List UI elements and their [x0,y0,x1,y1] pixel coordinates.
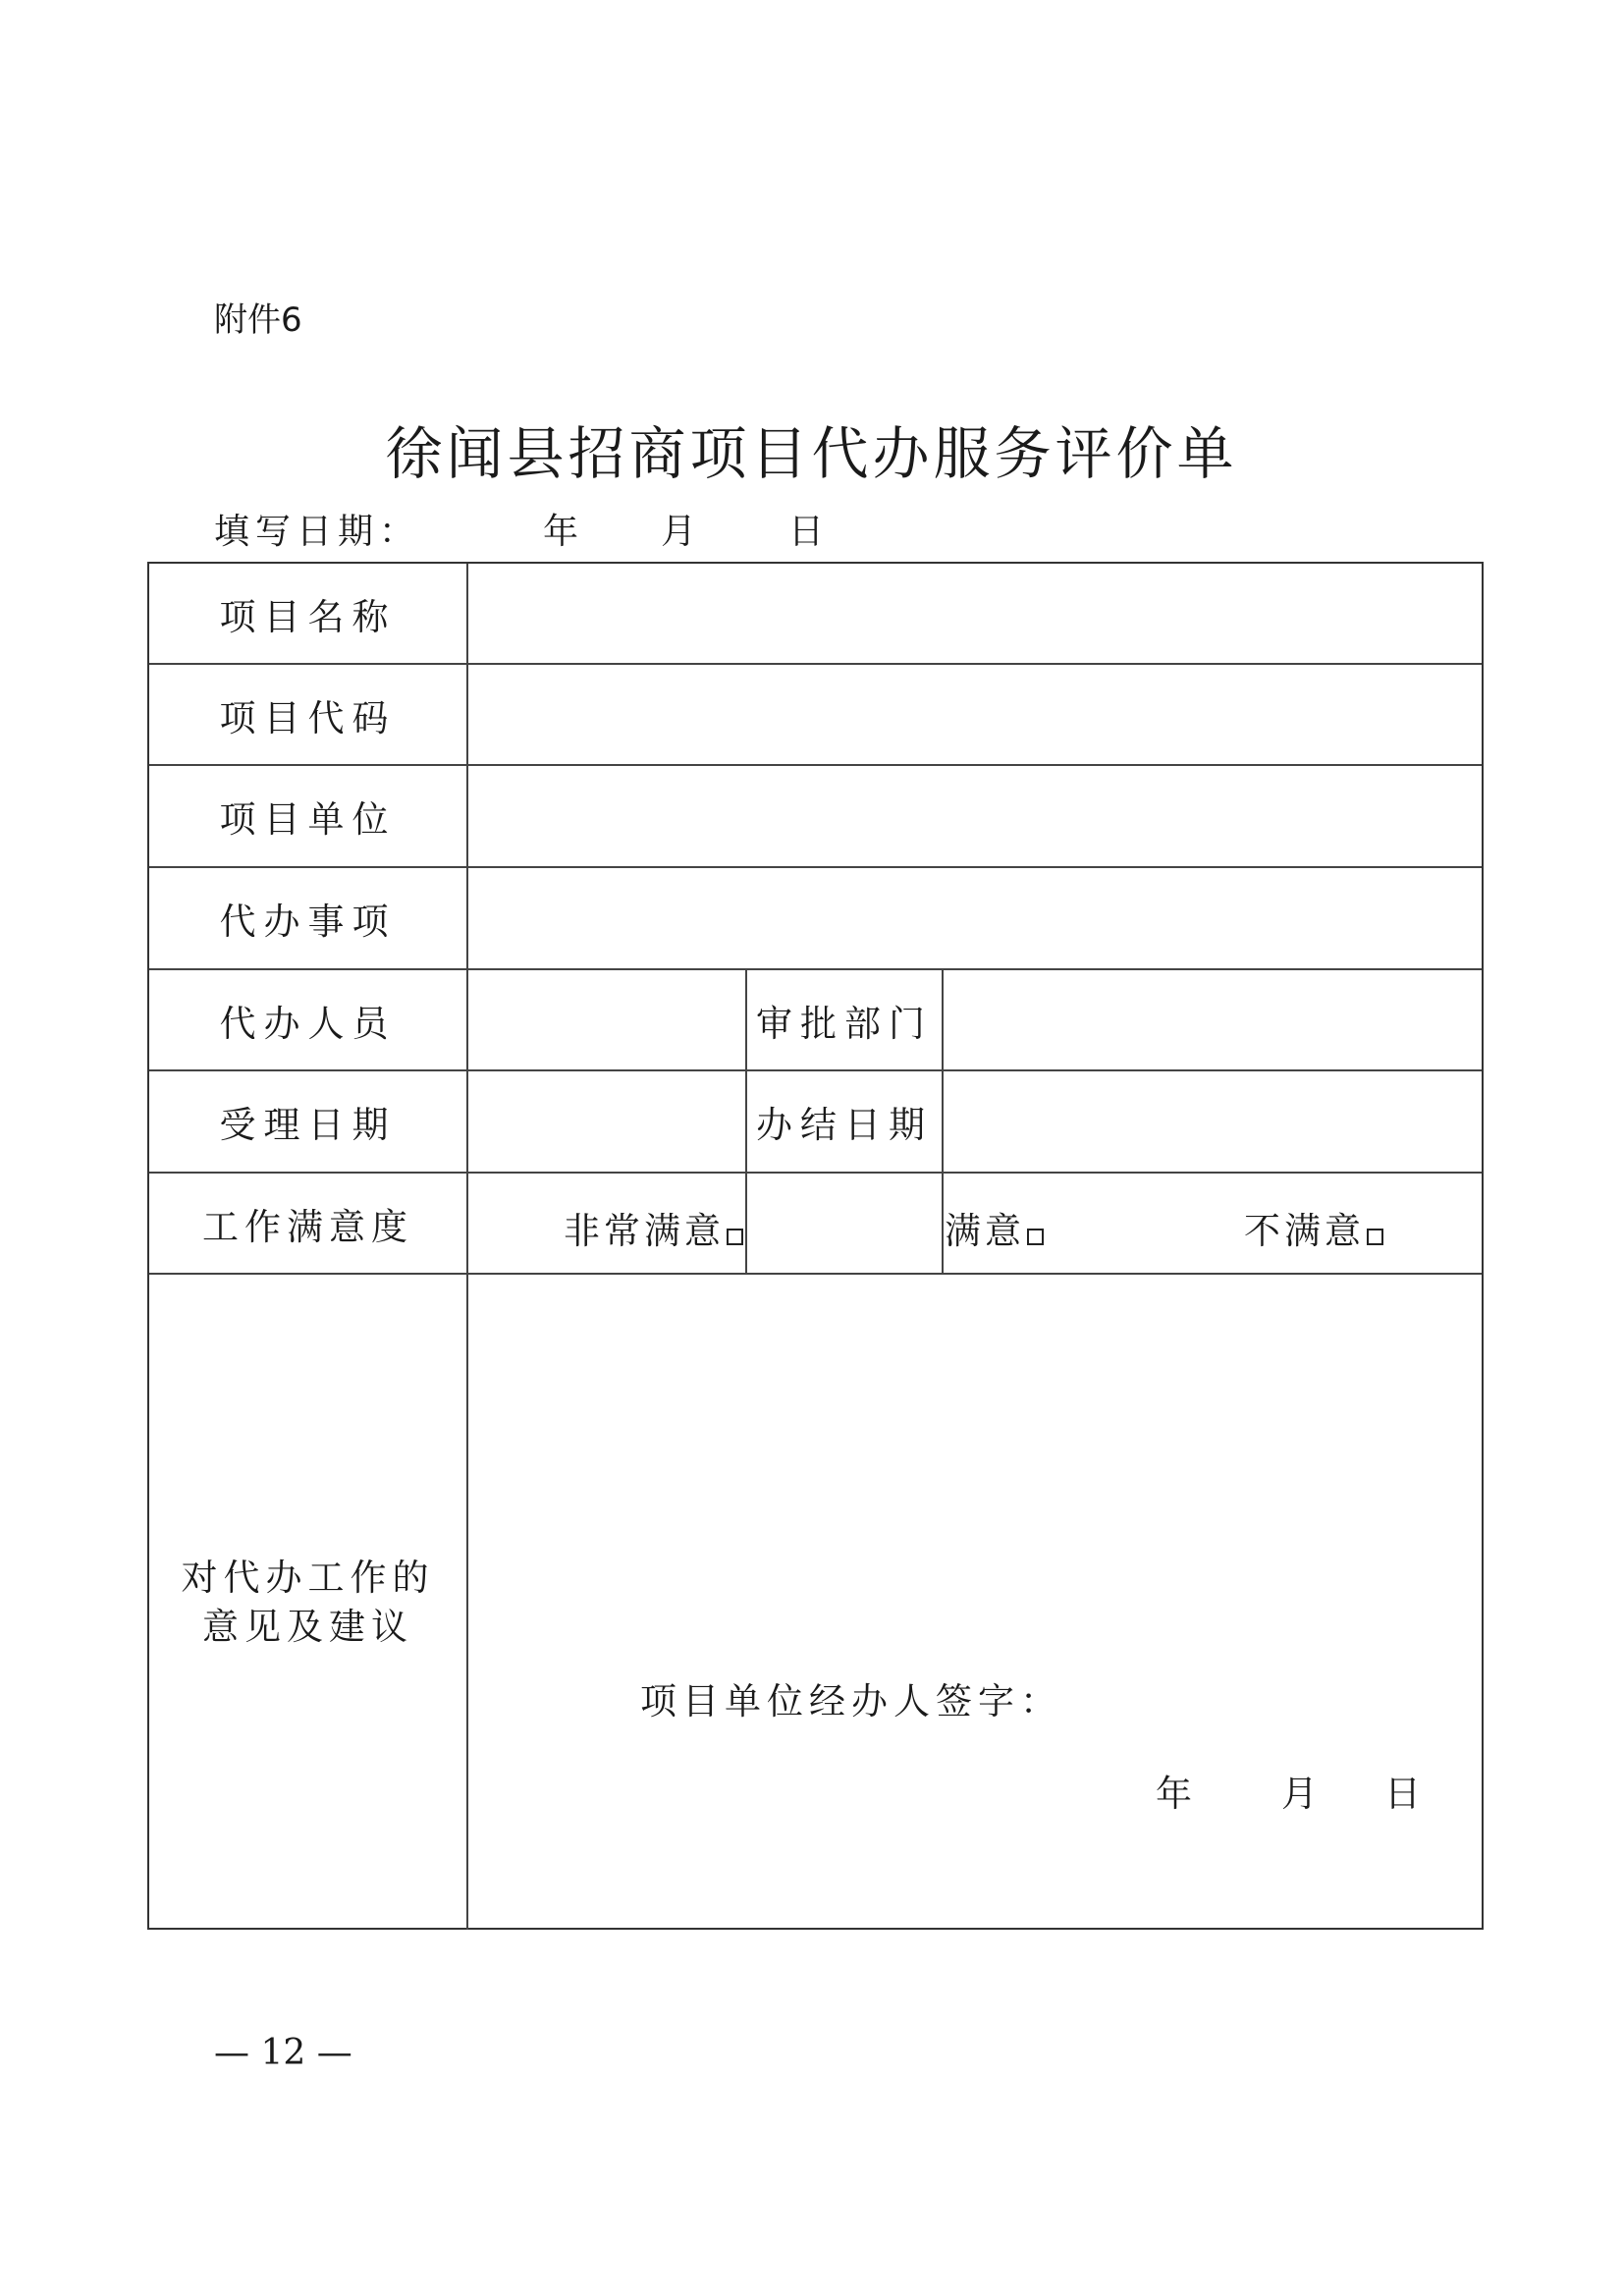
sign-date-month: 月 [1281,1773,1324,1815]
checkbox-icon[interactable] [1027,1229,1044,1245]
option-label: 非常满意 [564,1210,725,1252]
label-project-name: 项目名称 [219,595,397,638]
project-name-field[interactable] [468,564,1484,663]
option-very-satisfied[interactable] [564,1201,743,1254]
option-label: 不满意 [1244,1210,1365,1252]
complete-date-field[interactable] [944,1071,1484,1172]
label-agent: 代办人员 [219,1002,397,1045]
agent-field[interactable] [468,970,745,1069]
label-complete-date: 办结日期 [756,1104,933,1146]
option-label: 满意 [945,1210,1025,1252]
checkbox-icon[interactable] [727,1229,743,1245]
page-title: 徐闻县招商项目代办服务评价单 [385,420,1238,487]
label-project-code: 项目代码 [219,696,397,739]
label-approval-dept: 审批部门 [756,1002,933,1045]
approval-dept-field[interactable] [944,970,1484,1069]
label-project-unit: 项目单位 [219,798,397,841]
fill-date-day: 日 [788,512,831,552]
accept-date-field[interactable] [468,1071,745,1172]
fill-date [214,504,831,554]
project-code-field[interactable] [468,665,1484,764]
sign-date-day: 日 [1384,1773,1427,1815]
option-dissatisfied[interactable] [1244,1201,1383,1254]
label-agency-matter: 代办事项 [219,901,397,943]
option-satisfied[interactable] [945,1201,1044,1254]
fill-date-month: 月 [661,512,703,552]
evaluation-table [147,562,1484,1930]
label-satisfaction: 工作满意度 [202,1205,413,1248]
comments-field[interactable] [468,1275,1484,1930]
project-unit-field[interactable] [468,766,1484,866]
sign-date-year: 年 [1156,1773,1198,1815]
attachment-label: 附件6 [214,301,302,340]
label-comments [149,1275,466,1930]
label-comments-line2: 意见及建议 [202,1605,413,1648]
checkbox-icon[interactable] [1367,1229,1383,1245]
agency-matter-field[interactable] [468,868,1484,968]
page-number: — 12 — [214,2033,352,2073]
fill-date-year: 年 [543,512,585,552]
signature-label: 项目单位经办人签字： [640,1680,1062,1722]
label-comments-line1: 对代办工作的 [181,1556,435,1599]
fill-date-label: 填写日期： [214,512,421,552]
label-accept-date: 受理日期 [219,1104,397,1146]
